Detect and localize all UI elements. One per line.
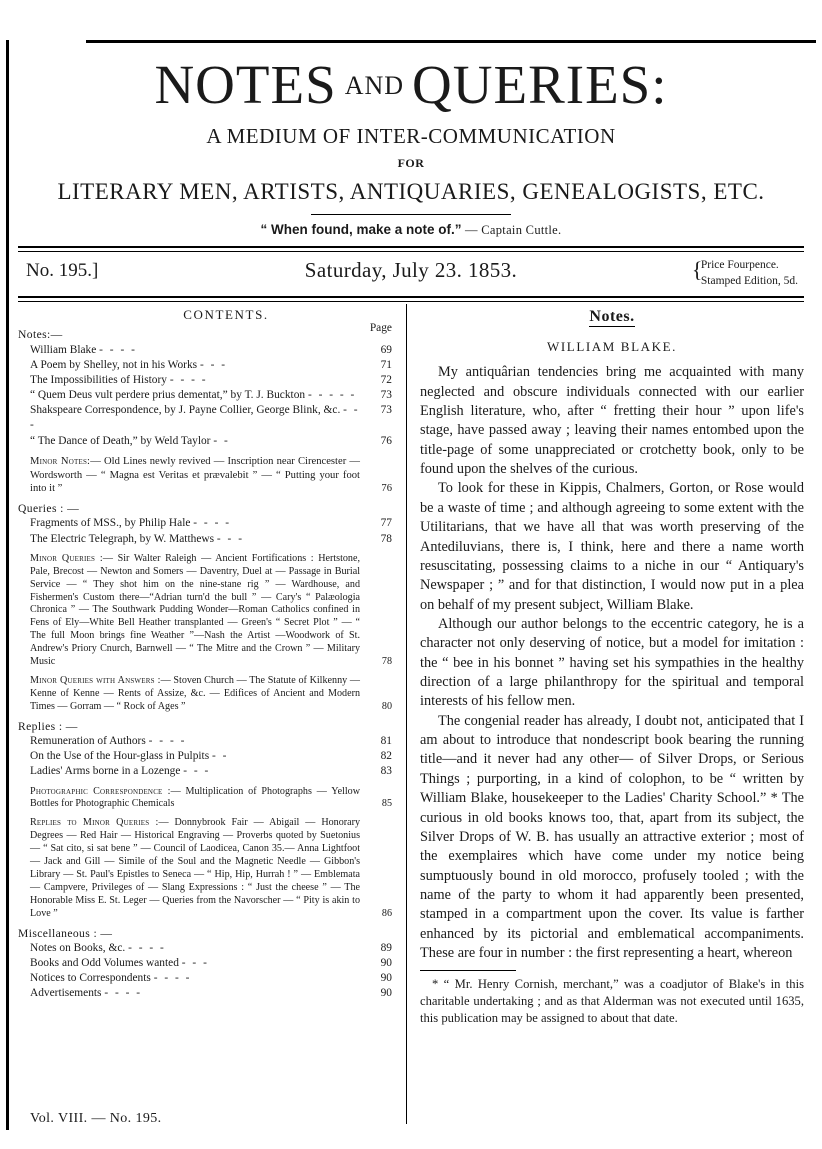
contents-entry-text: Books and Odd Volumes wanted <box>30 957 179 970</box>
contents-section-label: Notes:— <box>18 328 63 342</box>
contents-entry-text: Advertisements <box>30 987 102 1000</box>
contents-entry-page: 72 <box>380 374 392 386</box>
leader-dots: - - - - <box>104 987 143 1000</box>
section-heading-notes <box>420 306 804 328</box>
contents-entry-text: Notes on Books, &c. <box>30 942 126 955</box>
contents-heading: CONTENTS. <box>183 307 269 322</box>
contents-entry-text: The Electric Telegraph, by W. Matthews <box>30 532 215 545</box>
leader-dots: - - - - <box>153 972 192 985</box>
contents-entry-page: 69 <box>380 343 392 356</box>
contents-entry[interactable] <box>18 986 394 1001</box>
contents-entry-page: 82 <box>380 750 392 763</box>
contents-entry-page: 81 <box>380 735 392 748</box>
title-and: AND <box>344 71 405 100</box>
contents-entry[interactable] <box>18 373 394 388</box>
leader-dots: - - - - <box>193 517 231 530</box>
contents-entry-page: 90 <box>380 987 392 1000</box>
leader-dots: - - - - <box>128 942 166 955</box>
leader-dots: - - - - <box>148 735 187 748</box>
leader-dots: - - - <box>30 404 360 432</box>
issue-date: Saturday, July 23. 1853. <box>304 258 518 282</box>
contents-entry[interactable] <box>18 941 394 956</box>
contents-block[interactable] <box>18 455 394 496</box>
contents-entry-page: 71 <box>380 358 392 371</box>
contents-column <box>18 306 394 1003</box>
article-paragraph: The congenial reader has already, I doubt not, anticipated that I am about to introduce that nondescript book bearing the running title—and it never had any other— of Silver Drops, or Serious Things ; purporting, in a kind of colophon, to be “ written by William Blake, housekeeper to the Ladies' Charity School.” * The curious in old books knows too, that, apart from its subject, the Silver Drops of W. B. has usually an attractive exterior ; most of the exemplaires which have come under my notice being sumptuously bound in old morocco, profusely tooled ; with the name of the party to whom it had apparently been presented, stamped in a compartment upon the cover. Its value is farther enhanced by its pictorial and emblematical accompaniments. These are four in number : the first representing a heart, whereon <box>420 712 804 962</box>
contents-entry-page: 78 <box>380 532 392 545</box>
contents-entry-text: On the Use of the Hour-glass in Pulpits <box>30 750 210 763</box>
contents-section-label: Miscellaneous : — <box>18 926 113 940</box>
contents-entry-text: Ladies' Arms borne in a Lozenge <box>30 765 181 778</box>
contents-entry-text: Shakspeare Correspondence, by J. Payne Collier, George Blink, &c. <box>30 404 341 417</box>
contents-block-text: — Sir Walter Raleigh — Ancient Fortifications : Hertstone, Pale, Brecost — Newton and Somers — Daventry, Duel at — Passage in Burial Service — “ They shot him on the nine-stane rig ” — Wardhouse, and Fishermen's Custom there—“Adrian turn'd the bull ” — Cary's “ Palæologia Chronica ” — The Southwark Pudding Wonder—Roman Catholics confined in Fens of Ely—White Bell Heather transplanted — Green's “ Secret Plot ” — “ The full Moon brings fine Weather ”—Nash the Artist —Woodwork of St. Andrew's Priory Cnurch, Barnwell — “ The Mitre and the Crown ” — Military Music <box>30 552 360 668</box>
contents-entry[interactable] <box>18 971 394 986</box>
article-footnote: * “ Mr. Henry Cornish, merchant,” was a coadjutor of Blake's in this charitable undertaking ; and as that Alderman was not executed until 1635, this publication may be assigned to about that date. <box>420 977 804 1025</box>
section-heading-text: Notes. <box>589 308 635 325</box>
contents-block[interactable] <box>18 786 394 812</box>
contents-block-lead: Photographic Correspondence : <box>30 785 171 797</box>
contents-entry-page: 76 <box>380 434 392 447</box>
contents-entry-text: Fragments of MSS., by Philip Hale <box>30 517 191 530</box>
contents-entry[interactable] <box>18 749 394 764</box>
contents-entry[interactable] <box>18 516 394 531</box>
contents-block-lead: Minor Queries : <box>30 552 103 564</box>
contents-entry-text: The Impossibilities of History <box>30 374 167 386</box>
contents-block-page: 85 <box>381 798 392 810</box>
motto-quote: “ When found, make a note of.” <box>260 221 462 237</box>
contents-entry[interactable] <box>18 403 394 433</box>
leader-dots: - - <box>213 434 230 447</box>
publication-title <box>0 56 822 114</box>
motto-divider <box>311 214 511 215</box>
article-paragraph: My antiquârian tendencies bring me acquainted with many neglected and obscure individuals connected with our earlier English literature, who, after “ fretting their hour ” upon life's stage, have passed away ; leaving their names entombed upon the title-page of some unappreciated or crotchetty book, only to be found upon the shelves of the curious. <box>420 364 804 478</box>
contents-block-text: — Stoven Church — The Statute of Kilkenny — Kenne of Kenne — Rents of Assize, &c. — Edifices of Ancient and Modern Times — Gorram — “ Rock of Ages ” <box>30 674 360 712</box>
article-paragraph: Although our author belongs to the eccentric category, he is a character not only deserving of notice, but a model for imitation : the “ bee in his bonnet ” having set his sympathies in the healthy direction of a large philanthropy for the spiritual and temporal interests of his fellow men. <box>420 615 804 710</box>
contents-block[interactable] <box>18 675 394 714</box>
contents-entry-text: William Blake <box>30 343 97 356</box>
contents-entry-page: 83 <box>380 765 392 778</box>
contents-entry[interactable] <box>18 434 394 449</box>
contents-entry[interactable] <box>18 734 394 749</box>
volume-line: Vol. VIII. — No. 195. <box>30 1111 162 1126</box>
contents-block-page: 86 <box>381 907 392 919</box>
motto <box>0 222 822 239</box>
contents-page-col-label: Page <box>369 322 392 334</box>
contents-entry-text: A Poem by Shelley, not in his Works <box>30 358 198 371</box>
contents-section-label: Replies : — <box>18 719 78 733</box>
contents-block-lead: Replies to Minor Queries : <box>30 817 159 829</box>
contents-entry-page: 89 <box>380 942 392 955</box>
issue-rule-bottom <box>18 296 804 302</box>
contents-block[interactable] <box>18 553 394 669</box>
contents-block-page: 76 <box>381 483 392 495</box>
subtitle-audience: LITERARY MEN, ARTISTS, ANTIQUARIES, GENEALOGISTS, ETC. <box>57 178 765 204</box>
article-column <box>420 306 804 1027</box>
contents-entry[interactable] <box>18 343 394 358</box>
article-paragraph: To look for these in Kippis, Chalmers, Gorton, or Rose would be a waste of time ; and although agreeing to some extent with the Utilitarians, that we have all that was worth preserving of the Antediluvians, there is, I think, here and there a name worth resuscitating, possessing claims to a niche in our “ Antiquary's Newspaper ; ” and for that distinction, I would now put in a plea on behalf of my present subject, William Blake. <box>420 480 804 613</box>
contents-entry-page: 77 <box>380 517 392 530</box>
leader-dots: - - - - <box>169 374 208 386</box>
contents-block[interactable] <box>18 817 394 920</box>
footnote-divider <box>420 970 516 971</box>
motto-attribution: — Captain Cuttle. <box>465 222 562 237</box>
issue-number: No. 195.] <box>26 260 99 281</box>
issue-rule-top <box>18 246 804 252</box>
leader-dots: - - - <box>181 957 209 970</box>
contents-entry-text: Remuneration of Authors <box>30 735 146 748</box>
title-queries: QUERIES: <box>412 54 668 115</box>
leader-dots: - - - - <box>99 343 137 356</box>
contents-section <box>18 926 394 1002</box>
issue-line <box>18 256 804 292</box>
price-line-2: Stamped Edition, 5d. <box>700 274 798 287</box>
contents-section <box>18 719 394 921</box>
top-rule <box>86 40 816 43</box>
leader-dots: - - - <box>216 532 244 545</box>
contents-entry-page: 90 <box>380 972 392 985</box>
contents-entry[interactable] <box>18 956 394 971</box>
article-title: WILLIAM BLAKE. <box>547 338 677 354</box>
contents-block-lead: Minor Queries with Answers : <box>30 674 161 686</box>
leader-dots: - - - <box>199 358 228 371</box>
contents-entry-text: “ The Dance of Death,” by Weld Taylor <box>30 434 211 447</box>
contents-entry[interactable] <box>18 764 394 779</box>
price-line-1: Price Fourpence. <box>700 259 779 271</box>
column-divider <box>406 304 407 1124</box>
leader-dots: - - - - - <box>307 389 357 402</box>
contents-block-text: — Old Lines newly revived — Inscription near Cirencester — Wordsworth — “ Magna est Veritas et prævalebit ” — “ Putting your foot into it ” <box>30 455 360 495</box>
leader-dots: - - <box>212 750 229 763</box>
contents-section-label: Queries : — <box>18 502 80 516</box>
contents-block-text: — Multiplication of Photographs — Yellow Bottles for Photographic Chemicals <box>30 785 360 810</box>
title-notes: NOTES <box>154 54 337 115</box>
contents-entry[interactable] <box>18 532 394 547</box>
contents-section <box>18 501 394 714</box>
contents-entry[interactable] <box>18 388 394 403</box>
contents-block-page: 80 <box>381 700 392 712</box>
contents-block-text: — Donnybrook Fair — Abigail — Honorary Degrees — Red Hair — Historical Engraving — Proverbs quoted by Suetonius — “ Sat cito, si sat bene ” — Council of Laodicea, Canon 35.— Anna Lightfoot — Jack and Gill — Simile of the Soul and the Magnetic Needle — Gibbon's Library — St. Paul's Epistles to Seneca — “ Hip, Hip, Hurrah ! ” — Emblemata — Campvere, Privileges of — Slang Expressions : “ Just the cheese ” — The Honorable Miss E. St. Leger — Queries from the Navorscher — “ Pity is akin to Love ” <box>30 817 360 919</box>
masthead <box>0 56 822 239</box>
contents-entry-page: 73 <box>380 389 392 402</box>
contents-block-lead: Minor Notes: <box>30 455 91 467</box>
leader-dots: - - - <box>183 765 211 778</box>
issue-price <box>691 257 798 289</box>
contents-entry-page: 73 <box>380 404 392 417</box>
price-brace: { <box>691 257 703 282</box>
contents-entry-text: Notices to Correspondents <box>30 972 151 985</box>
subtitle-medium: A MEDIUM OF INTER-COMMUNICATION <box>206 123 616 148</box>
contents-entry-page: 90 <box>380 957 392 970</box>
subtitle-for: FOR <box>397 155 425 170</box>
contents-block-page: 78 <box>381 656 392 668</box>
contents-entry-text: “ Quem Deus vult perdere prius dementat,” by T. J. Buckton <box>30 389 306 402</box>
contents-entry[interactable] <box>18 358 394 373</box>
contents-section <box>18 327 394 496</box>
